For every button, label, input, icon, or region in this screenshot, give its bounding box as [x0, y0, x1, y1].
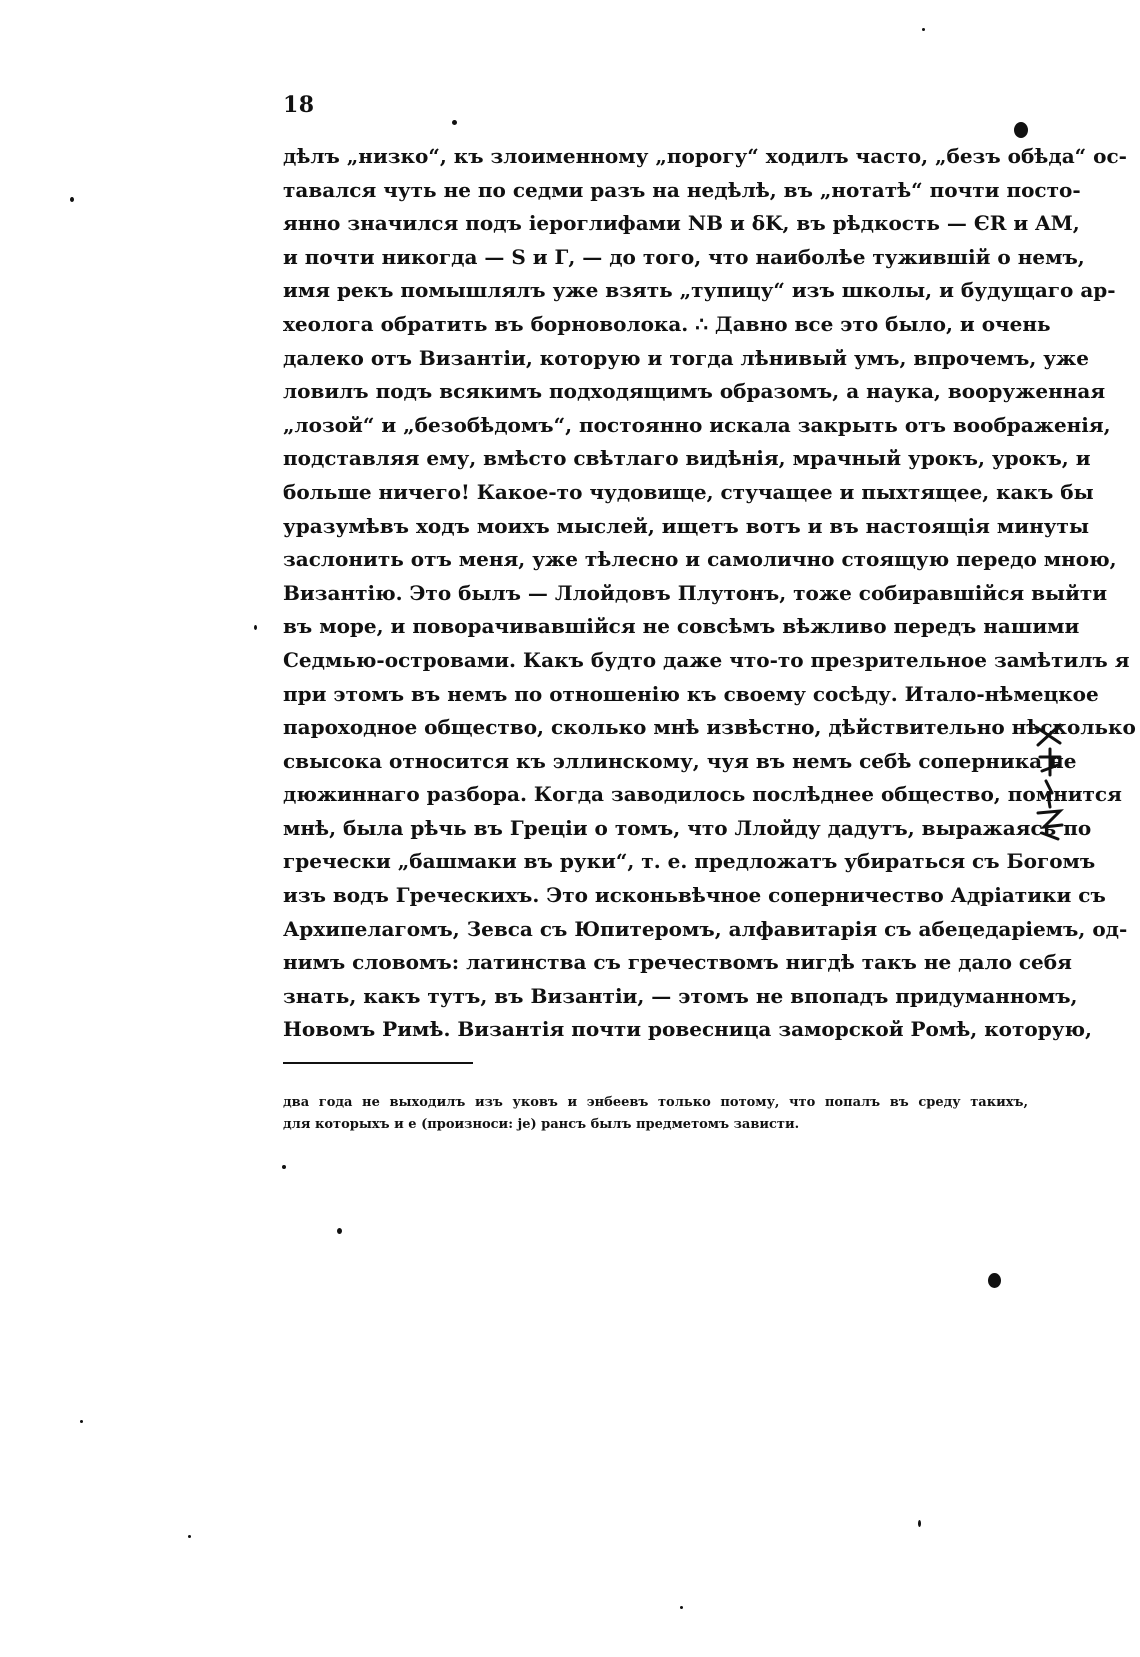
ink-speck [452, 120, 457, 125]
text-line: хеолога обратить въ борноволока. ∴ Давно все это было, и очень [283, 311, 1051, 336]
text-line: мнѣ, была рѣчь въ Греціи о томъ, что Ллойду дадутъ, выражаясь по [283, 815, 1092, 840]
text-line: Седмью-островами. Какъ будто даже что-то презрительное замѣтилъ я [283, 647, 1130, 672]
footnote-line: для которыхъ и е (произноси: je) рансъ былъ предметомъ зависти. [283, 1117, 800, 1132]
ink-speck [1014, 122, 1028, 138]
text-line: изъ водъ Греческихъ. Это исконьвѣчное соперничество Адріатики съ [283, 883, 1106, 908]
ink-speck [282, 1165, 286, 1169]
text-line: уразумѣвъ ходъ моихъ мыслей, ищетъ вотъ и въ настоящія минуты [283, 513, 1089, 538]
text-line: подставляя ему, вмѣсто свѣтлаго видѣнія, мрачный урокъ, урокъ, и [283, 446, 1091, 471]
text-line: заслонить отъ меня, уже тѣлесно и самолично стоящую передо мною, [283, 547, 1117, 572]
text-line: имя рекъ помышлялъ уже взять „тупицу“ изъ школы, и будущаго ар- [283, 278, 1116, 303]
text-line: больше ничего! Какое-то чудовище, стучащее и пыхтящее, какъ бы [283, 479, 1094, 504]
text-line: дѣлъ „низко“, къ злоименному „порогу“ ходилъ часто, „безъ обѣда“ ос- [283, 144, 1127, 168]
text-line: Архипелагомъ, Зевса съ Юпитеромъ, алфавитарія съ абецедаріемъ, од- [283, 916, 1128, 941]
ink-speck [988, 1273, 1001, 1288]
text-line: въ море, и поворачивавшійся не совсѣмъ вѣжливо передъ нашими [283, 614, 1080, 639]
text-line: ловилъ подъ всякимъ подходящимъ образомъ, а наука, вооруженная [283, 379, 1106, 404]
text-line: тавался чуть не по седми разъ на недѣлѣ, въ „нотатѣ“ почти посто- [283, 177, 1081, 202]
text-line: нимъ словомъ: латинства съ гречествомъ нигдѣ такъ не дало себя [283, 950, 1072, 975]
handwritten-annotation-icon [1030, 715, 1070, 845]
ink-speck [680, 1606, 683, 1609]
ink-speck [918, 1520, 921, 1527]
text-line: „лозой“ и „безобѣдомъ“, постоянно искала закрыть отъ воображенія, [283, 412, 1111, 437]
text-line: гречески „башмаки въ руки“, т. е. предложатъ убираться съ Богомъ [283, 849, 1096, 874]
text-line: знать, какъ тутъ, въ Византіи, — этомъ не впопадъ придуманномъ, [283, 983, 1078, 1008]
ink-speck [188, 1535, 191, 1538]
ink-speck [337, 1228, 342, 1234]
text-line: Византію. Это былъ — Ллойдовъ Плутонъ, тоже собиравшійся выйти [283, 580, 1108, 605]
ink-speck [80, 1420, 83, 1423]
ink-speck [70, 197, 74, 202]
ink-speck [922, 28, 925, 31]
text-line: свысока относится къ эллинскому, чуя въ немъ себѣ соперника не [283, 748, 1077, 773]
text-line: и почти никогда — S и Г, — до того, что наиболѣе тужившій о немъ, [283, 244, 1085, 269]
text-line: пароходное общество, сколько мнѣ извѣстно, дѣйствительно нѣсколько [283, 715, 1136, 740]
page-number: 18 [283, 92, 315, 118]
text-line: далеко отъ Византіи, которую и тогда лѣнивый умъ, впрочемъ, уже [283, 345, 1089, 370]
footnote-rule [283, 1062, 473, 1064]
body-text [283, 140, 1136, 1047]
text-line: дюжиннаго разбора. Когда заводилось послѣднее общество, помнится [283, 782, 1122, 807]
text-line: Новомъ Римѣ. Византія почти ровесница заморской Ромѣ, которую, [283, 1017, 1093, 1042]
text-line: янно значился подъ іероглифами NB и δK, въ рѣдкость — ЄR и AM, [283, 211, 1080, 236]
ink-speck [254, 625, 257, 630]
footnote [283, 1092, 1028, 1136]
text-line: при этомъ въ немъ по отношенію къ своему сосѣду. Итало-нѣмецкое [283, 681, 1099, 706]
footnote-line: два года не выходилъ изъ уковъ и энбеевъ только потому, что попалъ въ среду такихъ, [283, 1095, 1028, 1110]
